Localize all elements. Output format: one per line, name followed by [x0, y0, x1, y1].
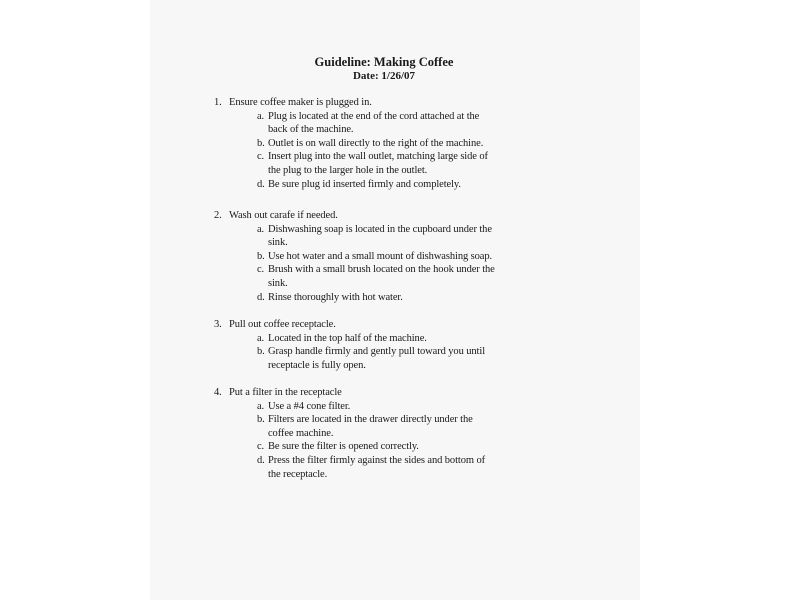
step-text: Ensure coffee maker is plugged in.: [229, 97, 372, 108]
substep-text: Use a #4 cone filter.: [268, 400, 351, 412]
substep-text: back of the machine.: [268, 124, 354, 136]
substep-text: Insert plug into the wall outlet, matching large side of: [268, 151, 488, 163]
substep-text: Be sure plug id inserted firmly and completely.: [268, 178, 461, 190]
substep-letter: c.: [257, 151, 265, 163]
substep-letter: c.: [257, 264, 265, 276]
document-date: Date: 1/26/07: [352, 70, 415, 82]
substep-text: Be sure the filter is opened correctly.: [268, 441, 419, 453]
step-number: 4.: [214, 387, 222, 398]
substep-letter: d.: [257, 178, 265, 190]
substep-letter: b.: [257, 250, 265, 262]
substep-letter: b.: [257, 137, 265, 149]
substep-letter: d.: [257, 291, 265, 303]
substep-text: sink.: [268, 278, 288, 289]
substep-text: the receptacle.: [268, 468, 328, 480]
substep-text: coffee machine.: [268, 427, 334, 439]
substep-text: the plug to the larger hole in the outlet.: [268, 165, 428, 176]
substep-text: Filters are located in the drawer directly under the: [268, 414, 473, 426]
step-number: 3.: [214, 319, 222, 330]
step-text: Put a filter in the receptacle: [229, 387, 342, 398]
step-text: Pull out coffee receptacle.: [229, 319, 336, 330]
substep-text: Plug is located at the end of the cord attached at the: [268, 110, 480, 122]
substep-text: Dishwashing soap is located in the cupboard under the: [268, 223, 492, 235]
step-number: 2.: [214, 210, 222, 221]
substep-letter: d.: [257, 455, 265, 466]
substep-text: Use hot water and a small mount of dishwashing soap.: [268, 250, 493, 262]
substep-text: sink.: [268, 237, 288, 249]
substep-text: Press the filter firmly against the sides and bottom of: [268, 455, 486, 466]
substep-letter: a.: [257, 400, 265, 412]
substep-text: receptacle is fully open.: [268, 359, 366, 371]
substep-letter: a.: [257, 332, 265, 344]
substep-text: Grasp handle firmly and gently pull toward you until: [268, 346, 486, 358]
substep-letter: a.: [257, 110, 265, 122]
substep-letter: b.: [257, 414, 265, 426]
document-title: Guideline: Making Coffee: [314, 55, 454, 69]
substep-letter: b.: [257, 346, 265, 358]
substep-text: Rinse thoroughly with hot water.: [268, 291, 403, 303]
substep-text: Located in the top half of the machine.: [268, 332, 427, 344]
step-text: Wash out carafe if needed.: [229, 210, 338, 221]
substep-letter: a.: [257, 223, 265, 235]
substep-text: Brush with a small brush located on the hook under the: [268, 264, 495, 276]
substep-letter: c.: [257, 441, 265, 453]
substep-text: Outlet is on wall directly to the right of the machine.: [268, 137, 484, 149]
step-number: 1.: [214, 97, 222, 108]
